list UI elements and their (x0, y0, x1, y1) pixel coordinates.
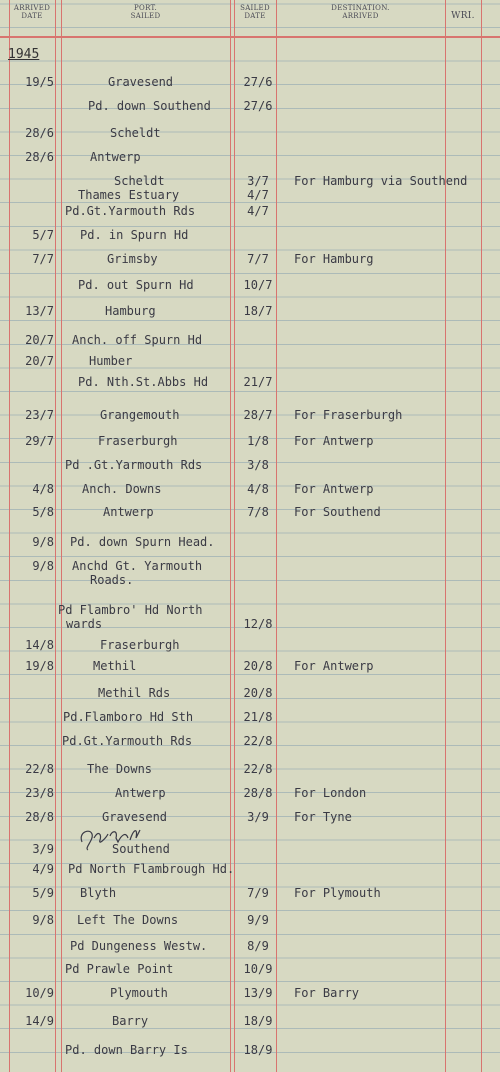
entry-sailed-date: 4/7 (247, 204, 269, 218)
entry-port: Anch. Downs (82, 482, 162, 496)
entry-arrived-date: 9/8 (32, 913, 54, 927)
entry-port: Pd. down Spurn Head. (70, 535, 215, 549)
entry-port: Pd Prawle Point (65, 962, 174, 976)
column-rule (61, 0, 62, 1072)
entry-sailed-date: 12/8 (243, 617, 273, 631)
entry-port: Pd. down Southend (88, 99, 211, 113)
entry-port: Gravesend (108, 75, 174, 89)
entry-port: Left The Downs (77, 913, 179, 927)
entry-sailed-date: 18/9 (243, 1014, 273, 1028)
entry-port: Antwerp (115, 786, 166, 800)
entry-port: Pd. Nth.St.Abbs Hd (78, 375, 209, 389)
entry-sailed-date: 18/9 (243, 1043, 273, 1057)
column-rule (481, 0, 482, 1072)
entry-arrived-date: 23/8 (25, 786, 54, 800)
entry-sailed-date: 13/9 (243, 986, 273, 1000)
entry-port: Pd North Flambrough Hd. (68, 862, 235, 876)
entry-destination: For Antwerp (294, 434, 374, 448)
entry-arrived-date: 28/6 (25, 126, 54, 140)
entry-destination: For Hamburg via Southend (294, 174, 468, 188)
entry-sailed-date: 27/6 (243, 99, 273, 113)
entry-destination: For Antwerp (294, 482, 374, 496)
entry-port: Pd.Gt.Yarmouth Rds (62, 734, 193, 748)
entry-arrived-date: 13/7 (25, 304, 54, 318)
handwritten-southend-signature (76, 824, 156, 854)
entry-port: Anch. off Spurn Hd (72, 333, 203, 347)
entry-port: Scheldt (114, 174, 165, 188)
entry-port: Barry (112, 1014, 149, 1028)
entry-port: Pd. out Spurn Hd (78, 278, 194, 292)
column-header (0, 0, 500, 38)
entry-sailed-date: 28/7 (243, 408, 273, 422)
column-rule (234, 0, 235, 1072)
entry-sailed-date: 28/8 (243, 786, 273, 800)
entry-port: Pd .Gt.Yarmouth Rds (65, 458, 203, 472)
entry-port: Antwerp (103, 505, 154, 519)
entry-arrived-date: 4/9 (32, 862, 54, 876)
entry-port: Blyth (80, 886, 117, 900)
entry-port: Pd. down Barry Is (65, 1043, 188, 1057)
header-arrived-date: ARRIVED DATE (13, 4, 51, 20)
entry-port: Grimsby (107, 252, 158, 266)
column-rule (445, 0, 446, 1072)
entry-port: Gravesend (102, 810, 168, 824)
entry-port: Pd. in Spurn Hd (80, 228, 189, 242)
entry-destination: For Fraserburgh (294, 408, 403, 422)
entry-port: Fraserburgh (98, 434, 178, 448)
entry-arrived-date: 7/7 (32, 252, 54, 266)
entry-arrived-date: 5/9 (32, 886, 54, 900)
entry-arrived-date: 20/7 (25, 333, 54, 347)
entry-arrived-date: 5/8 (32, 505, 54, 519)
entry-port: Roads. (90, 573, 134, 587)
entry-sailed-date: 7/8 (247, 505, 269, 519)
entry-sailed-date: 9/9 (247, 913, 269, 927)
entry-sailed-date: 10/7 (243, 278, 273, 292)
year-label: 1945 (8, 47, 40, 62)
entry-port: Pd Dungeness Westw. (70, 939, 208, 953)
entry-sailed-date: 7/7 (247, 252, 269, 266)
entry-sailed-date: 20/8 (243, 686, 273, 700)
entry-port: Fraserburgh (100, 638, 180, 652)
entry-destination: For Southend (294, 505, 381, 519)
entry-port: Pd Flambro' Hd North (58, 603, 203, 617)
entry-sailed-date: 21/7 (243, 375, 273, 389)
entry-port: Thames Estuary (78, 188, 180, 202)
entry-arrived-date: 19/8 (25, 659, 54, 673)
header-sailed-date: SAILED DATE (240, 4, 270, 20)
entry-destination: For Hamburg (294, 252, 374, 266)
entry-port: Plymouth (110, 986, 168, 1000)
entry-destination: For Barry (294, 986, 360, 1000)
entry-port: Anchd Gt. Yarmouth (72, 559, 203, 573)
entry-sailed-date: 1/8 (247, 434, 269, 448)
entry-sailed-date: 4/8 (247, 482, 269, 496)
entry-sailed-date: 27/6 (243, 75, 273, 89)
entry-arrived-date: 14/8 (25, 638, 54, 652)
entry-arrived-date: 28/8 (25, 810, 54, 824)
entry-arrived-date: 9/8 (32, 559, 54, 573)
entry-port: Methil Rds (98, 686, 171, 700)
entry-arrived-date: 10/9 (25, 986, 54, 1000)
entry-arrived-date: 4/8 (32, 482, 54, 496)
header-wri: WRI. (451, 11, 475, 21)
entry-destination: For Tyne (294, 810, 352, 824)
entry-port: Grangemouth (100, 408, 180, 422)
entry-arrived-date: 22/8 (25, 762, 54, 776)
entry-sailed-date: 3/7 (247, 174, 269, 188)
entry-port: Methil (93, 659, 137, 673)
entry-port: Pd.Gt.Yarmouth Rds (65, 204, 196, 218)
entry-port: The Downs (87, 762, 153, 776)
entry-sailed-date: 22/8 (243, 734, 273, 748)
entry-sailed-date: 22/8 (243, 762, 273, 776)
entry-port: wards (66, 617, 103, 631)
entry-port: Humber (89, 354, 133, 368)
entry-sailed-date: 21/8 (243, 710, 273, 724)
entry-sailed-date: 8/9 (247, 939, 269, 953)
entry-sailed-date: 3/8 (247, 458, 269, 472)
column-rule (55, 0, 56, 1072)
entry-arrived-date: 3/9 (32, 842, 54, 856)
entry-port: Antwerp (90, 150, 141, 164)
entry-arrived-date: 19/5 (25, 75, 54, 89)
entry-sailed-date: 18/7 (243, 304, 273, 318)
entry-sailed-date: 3/9 (247, 810, 269, 824)
entry-sailed-date: 4/7 (247, 188, 269, 202)
column-rule (230, 0, 231, 1072)
entry-destination: For Plymouth (294, 886, 381, 900)
entry-sailed-date: 7/9 (247, 886, 269, 900)
entry-arrived-date: 20/7 (25, 354, 54, 368)
entry-port: Scheldt (110, 126, 161, 140)
entry-sailed-date: 20/8 (243, 659, 273, 673)
entry-arrived-date: 14/9 (25, 1014, 54, 1028)
header-port-sailed: PORT. SAILED (130, 4, 161, 20)
entry-arrived-date: 9/8 (32, 535, 54, 549)
entry-sailed-date: 10/9 (243, 962, 273, 976)
entry-arrived-date: 23/7 (25, 408, 54, 422)
entry-destination: For Antwerp (294, 659, 374, 673)
entry-arrived-date: 28/6 (25, 150, 54, 164)
header-destination-arrived: DESTINATION. ARRIVED (331, 4, 390, 20)
entry-arrived-date: 29/7 (25, 434, 54, 448)
entry-port: Hamburg (105, 304, 156, 318)
entry-arrived-date: 5/7 (32, 228, 54, 242)
entry-destination: For London (294, 786, 367, 800)
column-rule (276, 0, 277, 1072)
entry-port: Pd.Flamboro Hd Sth (63, 710, 194, 724)
entry-port: Southend (112, 842, 170, 856)
